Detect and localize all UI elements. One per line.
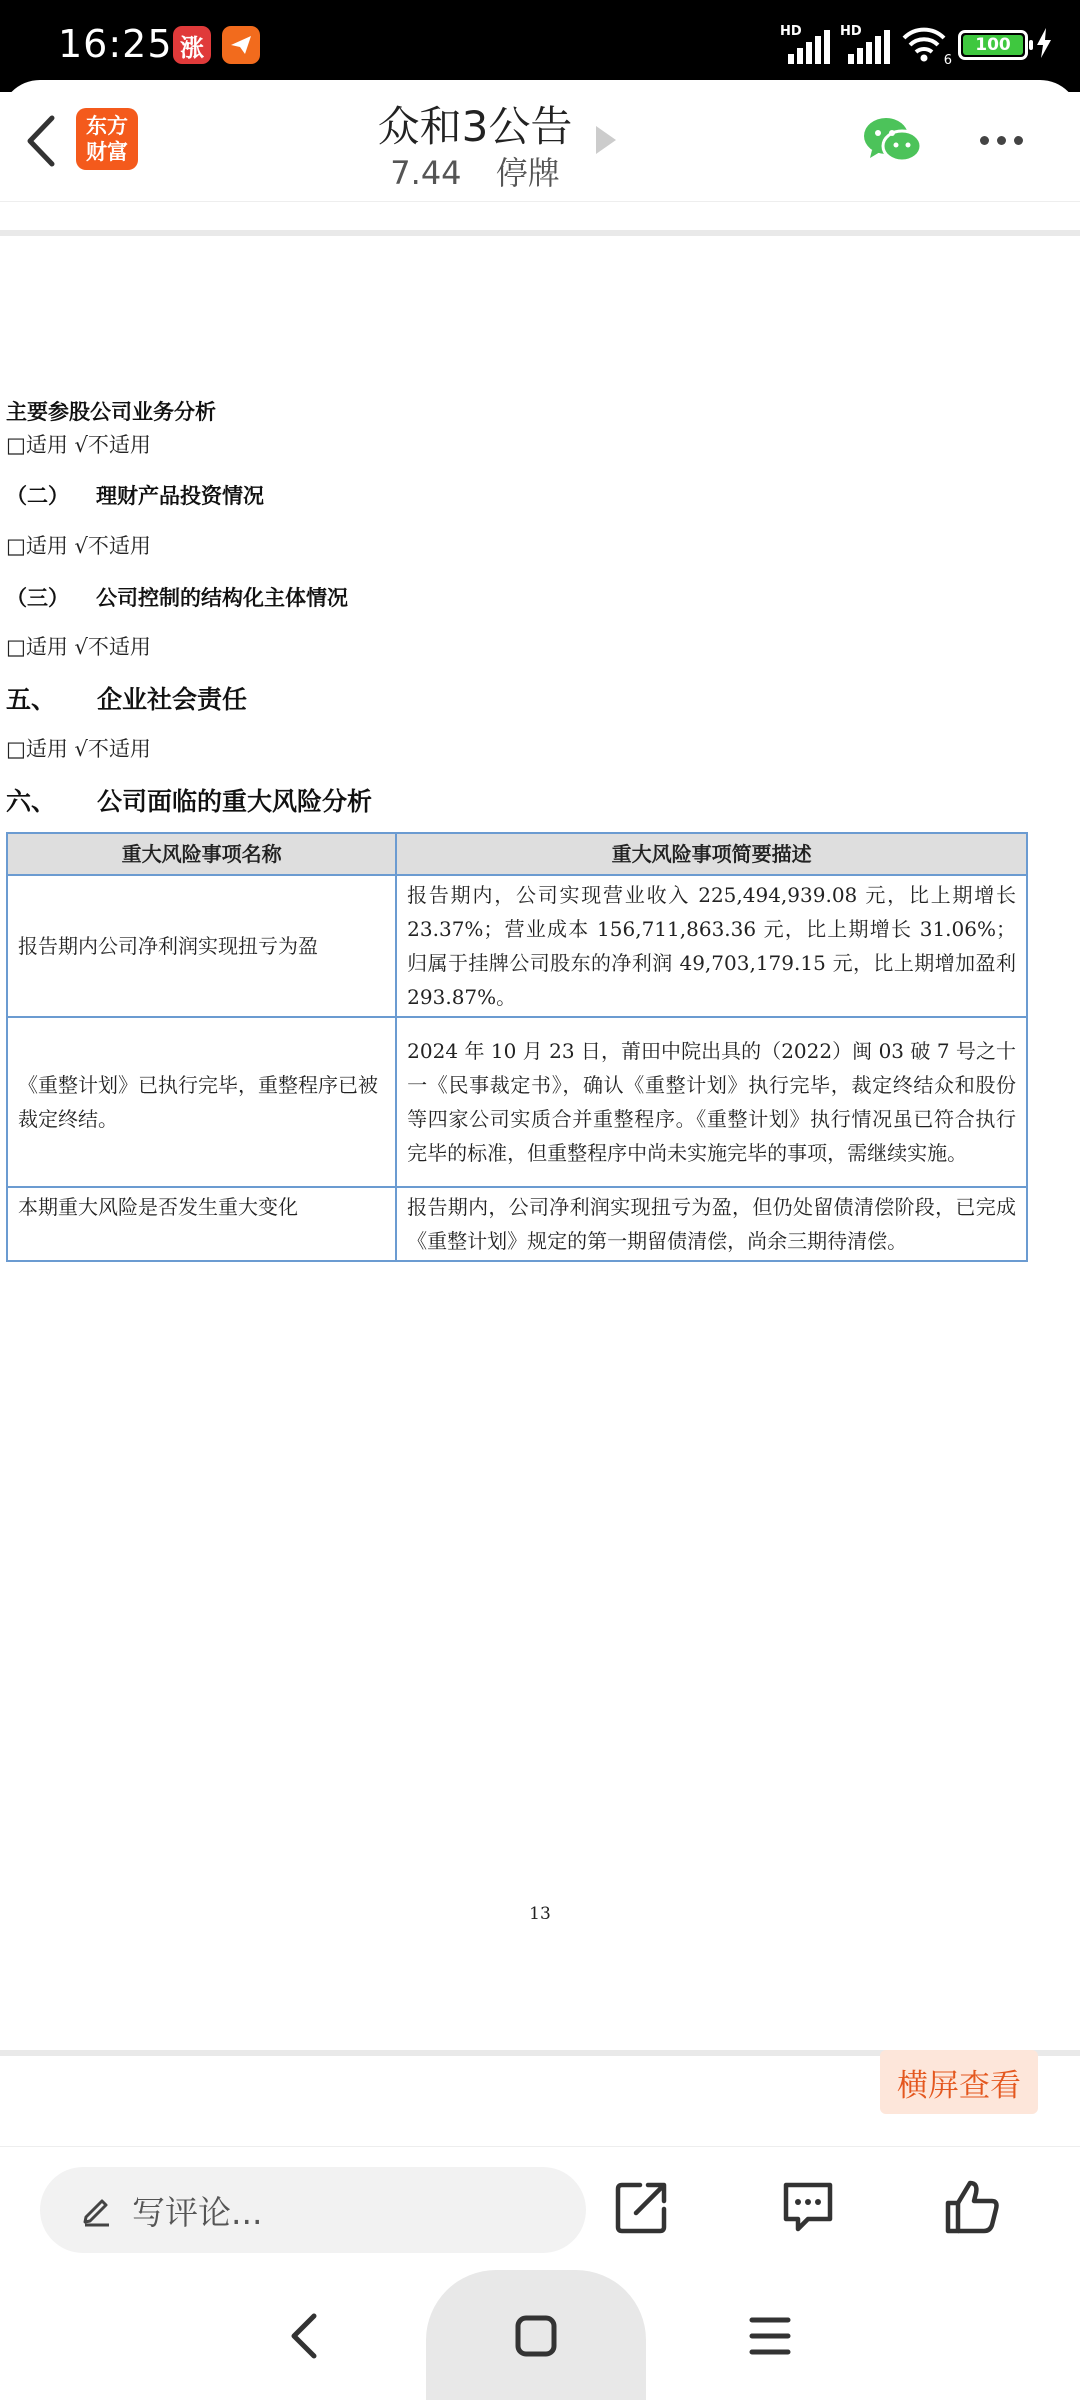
- risk-table: [6, 832, 1028, 1262]
- expand-arrow-icon[interactable]: [596, 126, 616, 154]
- wifi-icon: 6: [900, 26, 950, 64]
- risk-description-cell: 报告期内，公司实现营业收入 225,494,939.08 元，比上期增长 23.37%；营业成本 156,711,863.36 元，比上期增长 31.06%；归属于挂牌公司股东的净利润 49,703,179.15 元，比上期增加盈利 293.87%。: [396, 875, 1027, 1017]
- subsection-heading: （二） 理财产品投资情况: [6, 484, 264, 508]
- comment-placeholder: 写评论...: [132, 2192, 263, 2232]
- page-title: 众和3公告: [377, 102, 573, 151]
- table-row: [7, 875, 1027, 1017]
- pencil-icon: [80, 2193, 114, 2227]
- applicability-options: □适用 √不适用: [6, 433, 151, 457]
- section-heading: 六、 公司面临的重大风险分析: [6, 787, 373, 816]
- risk-name-cell: 《重整计划》已执行完毕，重整程序已被裁定终结。: [7, 1017, 396, 1187]
- comments-icon[interactable]: [778, 2177, 838, 2237]
- table-row: [7, 1017, 1027, 1187]
- subsection-heading: （三） 公司控制的结构化主体情况: [6, 586, 348, 610]
- table-row: [7, 1187, 1027, 1261]
- system-navigation-bar: [0, 2270, 1080, 2400]
- status-bar: [0, 0, 1080, 92]
- thumbs-up-icon[interactable]: [942, 2177, 1002, 2237]
- status-time: 16:25: [58, 22, 173, 66]
- stock-info: [300, 148, 650, 194]
- nav-back-icon[interactable]: [284, 2310, 324, 2366]
- risk-name-cell: 本期重大风险是否发生重大变化: [7, 1187, 396, 1261]
- nav-menu-icon[interactable]: [748, 2314, 792, 2362]
- section-heading: 五、 企业社会责任: [6, 685, 248, 714]
- table-header-cell: 重大风险事项简要描述: [396, 833, 1027, 875]
- more-options-icon[interactable]: [980, 136, 1023, 145]
- back-button[interactable]: [22, 112, 62, 170]
- battery-icon: 100: [958, 30, 1028, 60]
- divider: [0, 230, 1080, 236]
- table-header-cell: 重大风险事项名称: [7, 833, 396, 875]
- share-icon[interactable]: [612, 2177, 672, 2237]
- section-heading: 主要参股公司业务分析: [6, 400, 216, 424]
- applicability-options: □适用 √不适用: [6, 534, 151, 558]
- charging-icon: [1036, 28, 1052, 62]
- landscape-view-button[interactable]: 横屏查看: [880, 2050, 1038, 2114]
- cellular-signal-icon: HD: [780, 26, 832, 64]
- risk-description-cell: 报告期内，公司净利润实现扭亏为盈，但仍处留债清偿阶段，已完成《重整计划》规定的第一期留债清偿，尚余三期待清偿。: [396, 1187, 1027, 1261]
- risk-description-cell: 2024 年 10 月 23 日，莆田中院出具的（2022）闽 03 破 7 号之十一《民事裁定书》，确认《重整计划》执行完毕，裁定终结众和股份等四家公司实质合并重整程序。《重整计划》执行情况虽已符合执行完毕的标准，但重整程序中尚未实施完毕的事项，需继续实施。: [396, 1017, 1027, 1187]
- cellular-signal-icon: HD: [840, 26, 892, 64]
- nav-home-icon[interactable]: [514, 2314, 558, 2362]
- applicability-options: □适用 √不适用: [6, 737, 151, 761]
- stock-price: 7.44: [390, 154, 462, 192]
- eastmoney-logo[interactable]: 东方 财富: [76, 108, 138, 170]
- applicability-options: □适用 √不适用: [6, 635, 151, 659]
- notification-app-icon: 涨: [173, 26, 211, 64]
- status-indicators: [780, 24, 1052, 68]
- paper-plane-app-icon: [222, 26, 260, 64]
- trading-status: 停牌: [495, 154, 560, 192]
- page-number: 13: [529, 1904, 551, 1924]
- wechat-share-icon[interactable]: [862, 116, 924, 166]
- risk-name-cell: 报告期内公司净利润实现扭亏为盈: [7, 875, 396, 1017]
- table-header-row: [7, 833, 1027, 875]
- bottom-action-bar: [0, 2146, 1080, 2270]
- comment-input[interactable]: [40, 2167, 586, 2253]
